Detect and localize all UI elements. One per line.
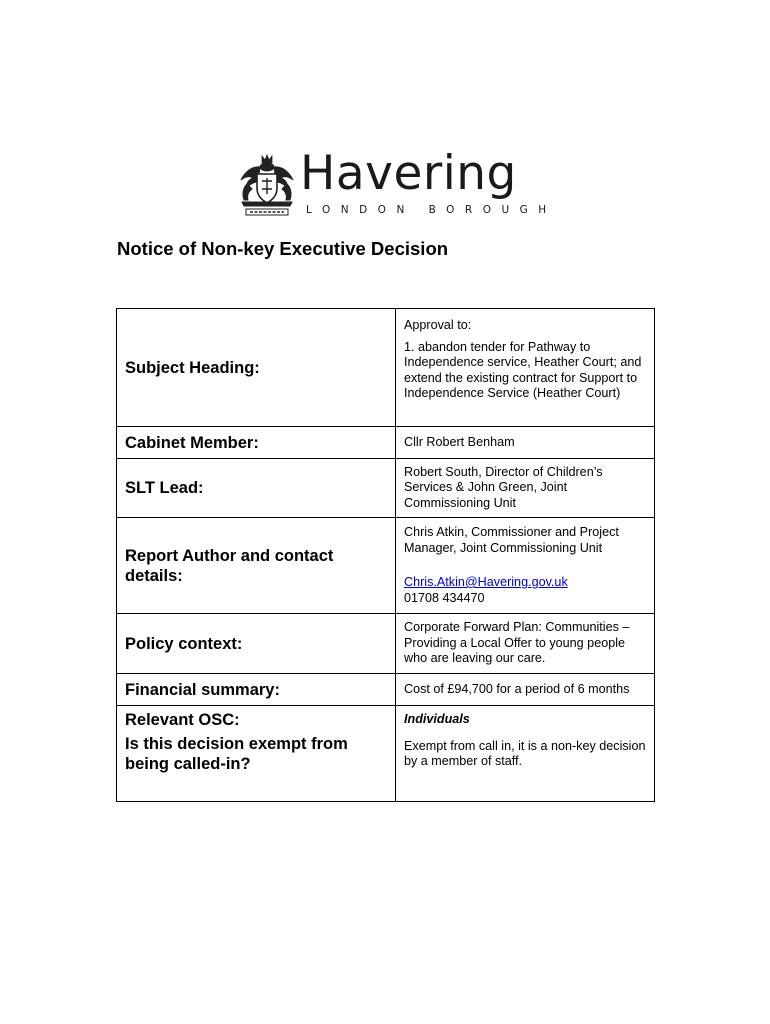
logo-wordmark: Havering <box>300 146 517 201</box>
decision-table <box>116 308 655 802</box>
author-email-link[interactable]: Chris.Atkin@Havering.gov.uk <box>404 575 568 589</box>
policy-label: Policy context: <box>117 614 396 674</box>
row-exempt <box>117 734 655 802</box>
row-financial <box>117 674 655 706</box>
row-policy <box>117 614 655 674</box>
slt-value: Robert South, Director of Children’s Services & John Green, Joint Commissioning Unit <box>396 459 655 518</box>
subject-value <box>396 309 655 427</box>
borough-crest-icon <box>238 154 296 218</box>
havering-logo <box>238 146 557 220</box>
subject-label-text: Subject Heading: <box>125 358 260 377</box>
financial-label: Financial summary: <box>117 674 396 706</box>
row-subject <box>117 309 655 427</box>
slt-label: SLT Lead: <box>117 459 396 518</box>
cabinet-label: Cabinet Member: <box>117 427 396 459</box>
author-label: Report Author and contact details: <box>117 518 396 614</box>
author-value <box>396 518 655 614</box>
policy-value: Corporate Forward Plan: Communities – Providing a Local Offer to young people who are leaving our care. <box>396 614 655 674</box>
financial-value: Cost of £94,700 for a period of 6 months <box>396 674 655 706</box>
exempt-value: Exempt from call in, it is a non-key decision by a member of staff. <box>396 734 655 802</box>
row-author <box>117 518 655 614</box>
subject-text: 1. abandon tender for Pathway to Independence service, Heather Court; and extend the existing contract for Support to Independence Service (Heather Court) <box>404 339 642 400</box>
subject-label <box>117 309 396 427</box>
osc-value: Individuals <box>396 706 655 734</box>
row-osc <box>117 706 655 734</box>
cabinet-value: Cllr Robert Benham <box>396 427 655 459</box>
subject-intro: Approval to: <box>404 318 472 332</box>
author-text: Chris Atkin, Commissioner and Project Manager, Joint Commissioning Unit <box>404 525 619 555</box>
exempt-label: Is this decision exempt from being called-in? <box>117 734 396 802</box>
row-slt <box>117 459 655 518</box>
row-cabinet <box>117 427 655 459</box>
page-title: Notice of Non-key Executive Decision <box>117 238 449 259</box>
osc-label: Relevant OSC: <box>117 706 396 734</box>
author-phone: 01708 434470 <box>404 590 485 605</box>
logo-subtitle: LONDON BOROUGH <box>306 204 557 216</box>
